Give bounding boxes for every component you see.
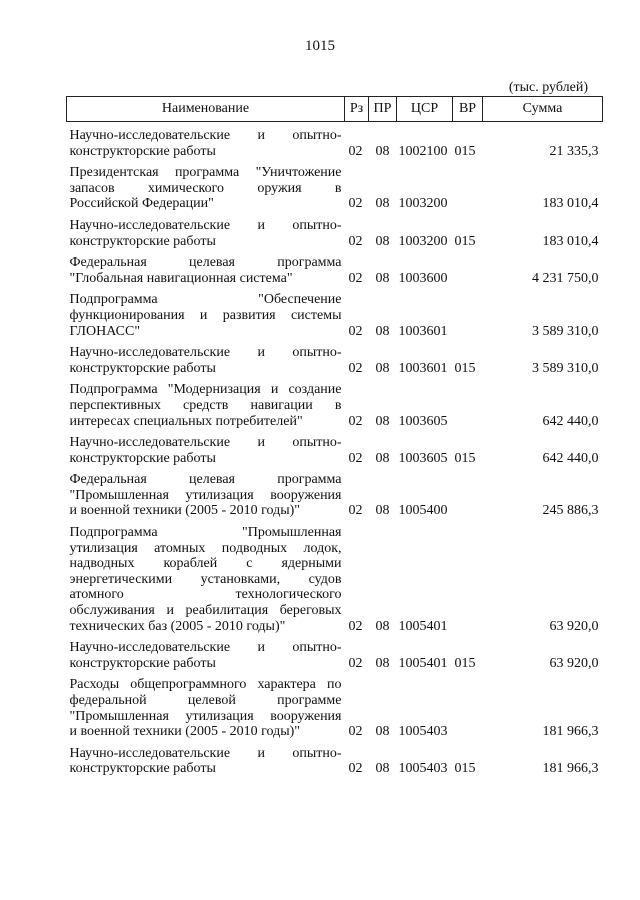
page-number: 1015 <box>305 38 335 54</box>
row-name <box>67 671 345 739</box>
row-vr <box>453 376 483 429</box>
row-name-line: конструкторские работы <box>69 655 216 671</box>
row-csr: 1005403 <box>398 724 448 740</box>
row-rz: 02 <box>348 450 363 466</box>
row-vr <box>453 159 483 212</box>
row-name-line: энергетическими установками, судов <box>69 571 342 587</box>
table-row <box>67 286 603 339</box>
row-name-line: "Промышленная утилизация вооружения <box>69 708 342 724</box>
row-rz: 02 <box>348 360 363 376</box>
row-name-line: и военной техники (2005 - 2010 годы)" <box>69 503 301 519</box>
row-rz: 02 <box>348 503 363 519</box>
table-body <box>67 122 603 777</box>
row-csr: 1003605 <box>398 450 448 466</box>
row-rz: 02 <box>348 196 363 212</box>
row-name-line: и военной техники (2005 - 2010 годы)" <box>69 724 301 740</box>
row-sum: 245 886,3 <box>542 503 599 519</box>
row-pr: 08 <box>375 655 390 671</box>
row-name-line: запасов химического оружия в <box>69 180 342 196</box>
row-csr: 1003200 <box>398 233 448 249</box>
table-header <box>67 97 603 122</box>
row-name <box>67 122 345 160</box>
row-name-line: атомного технологического <box>69 587 342 603</box>
row-name-line: Российской Федерации" <box>69 196 214 212</box>
row-name-line: ГЛОНАСС" <box>69 323 141 339</box>
row-name-line: Президентская программа "Уничтожение <box>69 165 342 181</box>
row-vr <box>453 519 483 634</box>
row-csr: 1002100 <box>398 143 448 159</box>
header-vr: ВР <box>453 97 483 122</box>
row-name-line: конструкторские работы <box>69 450 216 466</box>
row-name-line: Подпрограмма "Обеспечение <box>69 292 342 308</box>
row-name-line: утилизация атомных подводных лодок, <box>69 540 342 556</box>
table-row <box>67 740 603 777</box>
row-name-line: Федеральная целевая программа <box>69 472 342 488</box>
row-name-line: Федеральная целевая программа <box>69 255 342 271</box>
row-vr <box>453 671 483 739</box>
row-vr <box>453 286 483 339</box>
row-sum: 63 920,0 <box>549 618 599 634</box>
row-name <box>67 376 345 429</box>
row-csr: 1003601 <box>398 360 448 376</box>
row-csr: 1003600 <box>398 270 448 286</box>
row-vr: 015 <box>454 450 476 466</box>
row-rz: 02 <box>348 233 363 249</box>
row-vr: 015 <box>454 233 476 249</box>
row-csr: 1003605 <box>398 413 448 429</box>
row-name <box>67 249 345 286</box>
row-vr: 015 <box>454 143 476 159</box>
table-row <box>67 634 603 671</box>
table-row <box>67 212 603 249</box>
row-rz: 02 <box>348 323 363 339</box>
row-name-line: "Промышленная утилизация вооружения <box>69 487 342 503</box>
row-sum: 3 589 310,0 <box>532 360 599 376</box>
row-name-line: Подпрограмма "Модернизация и создание <box>69 382 342 398</box>
row-pr: 08 <box>375 450 390 466</box>
row-name-line: перспективных средств навигации в <box>69 397 342 413</box>
row-sum: 63 920,0 <box>549 655 599 671</box>
row-rz: 02 <box>348 270 363 286</box>
row-name-line: Научно-исследовательские и опытно- <box>69 217 342 233</box>
row-name-line: Научно-исследовательские и опытно- <box>69 345 342 361</box>
row-rz: 02 <box>348 618 363 634</box>
row-rz: 02 <box>348 761 363 777</box>
row-pr: 08 <box>375 323 390 339</box>
row-pr: 08 <box>375 196 390 212</box>
row-pr: 08 <box>375 618 390 634</box>
header-rz: Рз <box>345 97 369 122</box>
row-rz: 02 <box>348 413 363 429</box>
row-name-line: функционирования и развития системы <box>69 307 342 323</box>
row-rz: 02 <box>348 724 363 740</box>
row-rz: 02 <box>348 655 363 671</box>
row-name-line: технических баз (2005 - 2010 годы)" <box>69 618 286 634</box>
row-sum: 181 966,3 <box>542 761 599 777</box>
row-name-line: Научно-исследовательские и опытно- <box>69 745 342 761</box>
row-sum: 183 010,4 <box>542 233 599 249</box>
row-name <box>67 519 345 634</box>
row-pr: 08 <box>375 503 390 519</box>
row-sum: 3 589 310,0 <box>532 323 599 339</box>
table-row <box>67 159 603 212</box>
row-name-line: интересах специальных потребителей" <box>69 413 303 429</box>
row-sum: 642 440,0 <box>542 413 599 429</box>
row-sum: 183 010,4 <box>542 196 599 212</box>
row-name-line: обслуживания и реабилитация береговых <box>69 603 342 619</box>
row-name-line: Научно-исследовательские и опытно- <box>69 640 342 656</box>
row-name-line: конструкторские работы <box>69 233 216 249</box>
header-csr: ЦСР <box>397 97 453 122</box>
row-name-line: надводных кораблей с ядерными <box>69 556 342 572</box>
row-sum: 21 335,3 <box>549 143 599 159</box>
row-name-line: Расходы общепрограммного характера по <box>69 677 342 693</box>
table-row <box>67 249 603 286</box>
row-sum: 4 231 750,0 <box>532 270 599 286</box>
row-pr: 08 <box>375 761 390 777</box>
row-vr: 015 <box>454 655 476 671</box>
row-csr: 1003601 <box>398 323 448 339</box>
row-sum: 181 966,3 <box>542 724 599 740</box>
row-vr: 015 <box>454 360 476 376</box>
row-rz: 02 <box>348 143 363 159</box>
row-csr: 1003200 <box>398 196 448 212</box>
header-name: Наименование <box>67 97 345 122</box>
row-name-line: Научно-исследовательские и опытно- <box>69 435 342 451</box>
table-row <box>67 519 603 634</box>
row-vr: 015 <box>454 761 476 777</box>
row-name-line: "Глобальная навигационная система" <box>69 270 293 286</box>
table-row <box>67 339 603 376</box>
table-row <box>67 671 603 739</box>
row-name-line: Подпрограмма "Промышленная <box>69 525 342 541</box>
row-name <box>67 429 345 466</box>
table-row <box>67 122 603 160</box>
row-pr: 08 <box>375 413 390 429</box>
row-name-line: Научно-исследовательские и опытно- <box>69 128 342 143</box>
row-sum: 642 440,0 <box>542 450 599 466</box>
row-name-line: конструкторские работы <box>69 360 216 376</box>
budget-table <box>66 96 603 777</box>
header-pr: ПР <box>369 97 397 122</box>
units-note: (тыс. рублей) <box>508 80 588 95</box>
row-vr <box>453 466 483 519</box>
row-csr: 1005400 <box>398 503 448 519</box>
row-name <box>67 159 345 212</box>
row-name-line: федеральной целевой программе <box>69 693 342 708</box>
table-row <box>67 376 603 429</box>
row-name <box>67 286 345 339</box>
header-sum: Сумма <box>483 97 603 122</box>
row-pr: 08 <box>375 270 390 286</box>
row-name <box>67 740 345 777</box>
row-pr: 08 <box>375 143 390 159</box>
row-name <box>67 634 345 671</box>
table-row <box>67 429 603 466</box>
row-pr: 08 <box>375 360 390 376</box>
row-name-line: конструкторские работы <box>69 143 216 159</box>
row-csr: 1005401 <box>398 618 448 634</box>
row-name-line: конструкторские работы <box>69 761 216 777</box>
row-vr <box>453 249 483 286</box>
row-name <box>67 339 345 376</box>
row-name <box>67 466 345 519</box>
row-pr: 08 <box>375 233 390 249</box>
row-csr: 1005401 <box>398 655 448 671</box>
table-row <box>67 466 603 519</box>
row-pr: 08 <box>375 724 390 740</box>
row-name <box>67 212 345 249</box>
row-csr: 1005403 <box>398 761 448 777</box>
